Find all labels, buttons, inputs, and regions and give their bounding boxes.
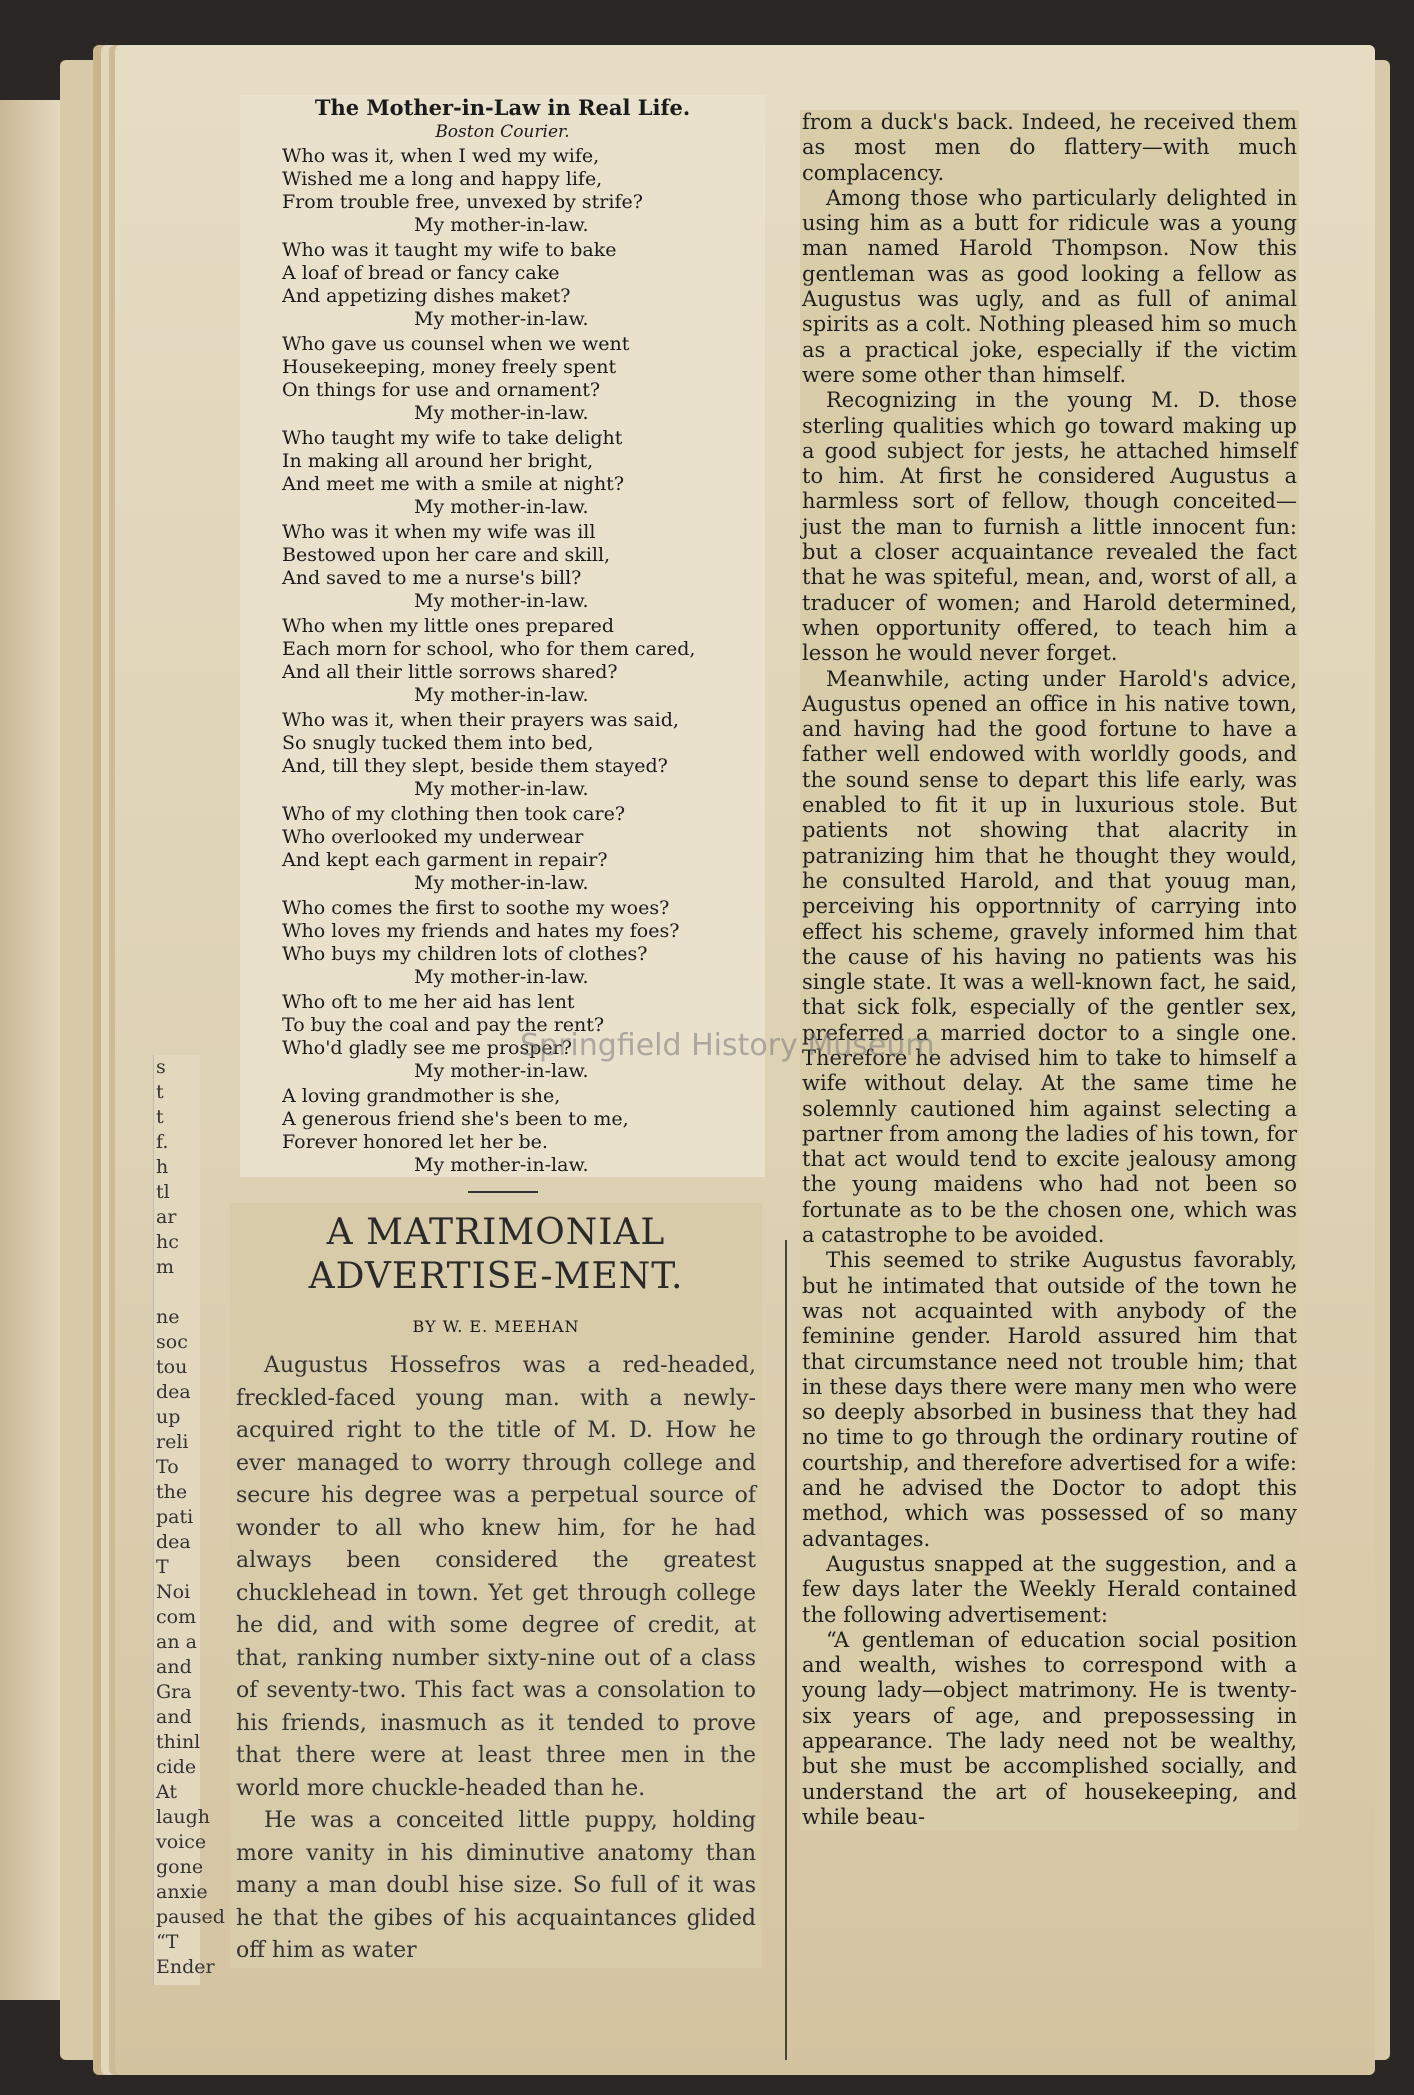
poem-stanza [244, 145, 761, 237]
margin-fragment: Ender [156, 1956, 215, 1978]
poem-line: So snugly tucked them into bed, [282, 732, 594, 754]
poem-title: The Mother-in-Law in Real Life. [314, 95, 691, 120]
article-paragraph: from a duck's back. Indeed, he received them as most men do flattery—with much complacency. [802, 110, 1297, 185]
margin-fragment: pati [156, 1506, 194, 1528]
poem-stanza [244, 239, 761, 331]
margin-fragment: dea [156, 1531, 191, 1553]
article-paragraph: Recognizing in the young M. D. those sterling qualities which go toward making up a good subject for jests, he attached himself to him. At first he considered Augustus a harmless sort of fellow, though conceited—just the man to furnish a little innocent fun: but a closer acquaintance revealed the fact that he was spiteful, mean, and, worst of all, a traducer of women; and Harold determined, when opportunity offered, to teach him a lesson he would never forget. [802, 388, 1297, 666]
margin-fragment: At [156, 1781, 178, 1803]
margin-fragment: voice [156, 1831, 207, 1853]
poem-line: And saved to me a nurse's bill? [282, 567, 582, 589]
poem-line: Who of my clothing then took care? [282, 803, 626, 825]
poem-stanza [244, 803, 761, 895]
poem-line: Housekeeping, money freely spent [282, 356, 617, 378]
margin-fragment: paused [156, 1906, 225, 1928]
margin-fragment: m [156, 1256, 175, 1278]
poem-line: A loaf of bread or fancy cake [282, 262, 560, 284]
poem-line: In making all around her bright, [282, 450, 594, 472]
column-rule [785, 1240, 787, 2060]
poem-refrain: My mother-in-law. [414, 214, 589, 236]
margin-fragment: tl [156, 1181, 170, 1203]
poem-line: To buy the coal and pay the rent? [282, 1014, 605, 1036]
right-column-continuation [800, 110, 1299, 1830]
watermark: Springfield History Museum [520, 1028, 935, 1063]
margin-fragment: s [156, 1056, 166, 1078]
margin-fragment: an a [156, 1631, 197, 1653]
margin-fragment: T [156, 1556, 169, 1578]
article-clipping [230, 1203, 762, 1968]
article-paragraph: He was a conceited little puppy, holding more vanity in his diminutive anatomy than many a man doubl hise size. So full of it was he that the gibes of his acquaintances glided off him as water [236, 1808, 756, 1963]
margin-fragment: up [156, 1406, 181, 1428]
poem-stanza [244, 1085, 761, 1177]
margin-fragment: To [156, 1456, 179, 1478]
margin-fragment: laugh [156, 1806, 211, 1828]
article-paragraph: Among those who particularly delighted in using him as a butt for ridicule was a young man named Harold Thompson. Now this gentleman was as good looking a fellow as Augustus was ugly, and as full of animal spirits as a colt. Nothing pleased him so much as a practical joke, especially if the victim were some other than himself. [802, 185, 1297, 387]
poem-line: On things for use and ornament? [282, 379, 601, 401]
margin-fragment: Noi [156, 1581, 191, 1603]
article-paragraph: Meanwhile, acting under Harold's advice, Augustus opened an office in his native town, and having had the good fortune to have a father well endowed with worldly goods, and the sound sense to depart this life early, was enabled to fit it up in luxurious stole. But patients not showing that alacrity in patranizing him that he thought they would, he consulted Harold, and that youug man, perceiving his opportnnity of carrying into effect his scheme, gravely informed him that the cause of his having no patients was his single state. It was a well-known fact, he said, that sick folk, especially of the gentler sex, preferred a married doctor to a single one. Therefore he advised him to take to himself a wife without delay. At the same time he solemnly cautioned him against selecting a partner from among the ladies of his town, for that act would tend to excite jealousy among the young maidens who had not been so fortunate as to be the chosen one, which was a catastrophe to be avoided. [802, 666, 1297, 1248]
poem-stanza [244, 615, 761, 707]
poem-line: A loving grandmother is she, [282, 1085, 561, 1107]
poem-refrain: My mother-in-law. [414, 1060, 589, 1082]
poem-refrain: My mother-in-law. [414, 872, 589, 894]
margin-fragment: t [156, 1081, 164, 1103]
margin-fragment: t [156, 1106, 164, 1128]
margin-clipping-fragment [153, 1055, 225, 1985]
poem-line: Who was it, when their prayers was said, [282, 709, 679, 731]
article-paragraph: Augustus Hossefros was a red-headed, freckled-faced young man. with a newly-acquired right to the title of M. D. How he ever managed to worry through college and secure his degree was a perpetual source of wonder to all who knew him, for he had always been considered the greatest chucklehead in town. Yet get through college he did, and with some degree of credit, at that, ranking number sixty-nine out of a class of seventy-two. This fact was a consolation to his friends, inasmuch as it tended to prove that there were at least three men in the world more chuckle-headed than he. [236, 1353, 756, 1801]
poem-line: And appetizing dishes maket? [282, 285, 571, 307]
margin-fragment: soc [156, 1331, 188, 1353]
margin-fragment: com [156, 1606, 197, 1628]
poem-line: Who when my little ones prepared [282, 615, 615, 637]
margin-fragment: gone [156, 1856, 204, 1878]
poem-line: Who was it taught my wife to bake [282, 239, 617, 261]
article-title: A MATRIMONIAL ADVERTISE-MENT. [308, 1212, 684, 1297]
margin-fragment: Gra [156, 1681, 192, 1703]
poem-line: Who oft to me her aid has lent [282, 991, 575, 1013]
poem-refrain: My mother-in-law. [414, 778, 589, 800]
poem-stanza [244, 521, 761, 613]
poem-line: Who was it when my wife was ill [282, 521, 596, 543]
poem-refrain: My mother-in-law. [414, 308, 589, 330]
poem-refrain: My mother-in-law. [414, 966, 589, 988]
poem-stanza [244, 709, 761, 801]
poem-refrain: My mother-in-law. [414, 684, 589, 706]
margin-fragment: anxie [156, 1881, 208, 1903]
margin-fragment: and [156, 1706, 192, 1728]
poem-line: And meet me with a smile at night? [282, 473, 624, 495]
article-paragraph: Augustus snapped at the suggestion, and a few days later the Weekly Herald contained the following advertisement: [802, 1551, 1297, 1627]
margin-fragment: ar [156, 1206, 177, 1228]
poem-clipping [240, 95, 765, 1177]
margin-fragment: the [156, 1481, 188, 1503]
margin-fragment: hc [156, 1231, 179, 1253]
margin-fragment: h [156, 1156, 169, 1178]
poem-line: Bestowed upon her care and skill, [282, 544, 611, 566]
poem-stanzas [244, 145, 761, 1177]
article-body [236, 1350, 756, 1968]
poem-line: Who was it, when I wed my wife, [282, 145, 600, 167]
margin-fragment: cide [156, 1756, 197, 1778]
article-paragraph: “A gentleman of education social position and wealth, wishes to correspond with a young lady—object matrimony. He is twenty-six years of age, and prepossessing in appearance. The lady need not be wealthy, but she must be accomplished socially, and understand the art of housekeeping, and while beau- [802, 1627, 1297, 1829]
poem-line: Who comes the first to soothe my woes? [282, 897, 670, 919]
poem-line: Who'd gladly see me prosper? [282, 1037, 572, 1059]
poem-line: Wished me a long and happy life, [282, 168, 603, 190]
poem-line: Forever honored let her be. [282, 1131, 548, 1153]
margin-fragment: tou [156, 1356, 188, 1378]
margin-fragment: and [156, 1656, 192, 1678]
poem-line: Who overlooked my underwear [282, 826, 584, 848]
poem-line: A generous friend she's been to me, [282, 1108, 629, 1130]
poem-refrain: My mother-in-law. [414, 402, 589, 424]
poem-line: And, till they slept, beside them stayed? [282, 755, 668, 777]
article-byline: BY W. E. MEEHAN [412, 1317, 580, 1336]
poem-line: Each morn for school, who for them cared, [282, 638, 696, 660]
poem-refrain: My mother-in-law. [414, 1154, 589, 1176]
poem-line: Who loves my friends and hates my foes? [282, 920, 680, 942]
margin-fragment: ne [156, 1306, 180, 1328]
margin-fragment: “T [156, 1931, 179, 1953]
article-paragraph: This seemed to strike Augustus favorably, but he intimated that outside of the town he was not acquainted with anybody of the feminine gender. Harold assured him that that circumstance need not trouble him; that in these days there were many men who were so deeply absorbed in business that they had no time to go through the ordinary routine of courtship, and therefore advertised for a wife: and he advised the Doctor to adopt this method, which was possessed of so many advantages. [802, 1248, 1297, 1551]
margin-fragment [156, 1280, 200, 1305]
poem-source: Boston Courier. [435, 122, 570, 142]
poem-line: Who gave us counsel when we went [282, 333, 630, 355]
poem-line: And kept each garment in repair? [282, 849, 608, 871]
divider [468, 1191, 538, 1193]
margin-fragment: reli [156, 1431, 189, 1453]
poem-stanza [244, 333, 761, 425]
margin-fragment: thinl [156, 1731, 201, 1753]
poem-line: From trouble free, unvexed by strife? [282, 191, 643, 213]
poem-stanza [244, 897, 761, 989]
poem-stanza [244, 427, 761, 519]
poem-refrain: My mother-in-law. [414, 590, 589, 612]
margin-fragment: f. [156, 1131, 169, 1153]
poem-line: And all their little sorrows shared? [282, 661, 618, 683]
poem-line: Who buys my children lots of clothes? [282, 943, 648, 965]
margin-fragment: dea [156, 1381, 191, 1403]
poem-refrain: My mother-in-law. [414, 496, 589, 518]
poem-line: Who taught my wife to take delight [282, 427, 623, 449]
